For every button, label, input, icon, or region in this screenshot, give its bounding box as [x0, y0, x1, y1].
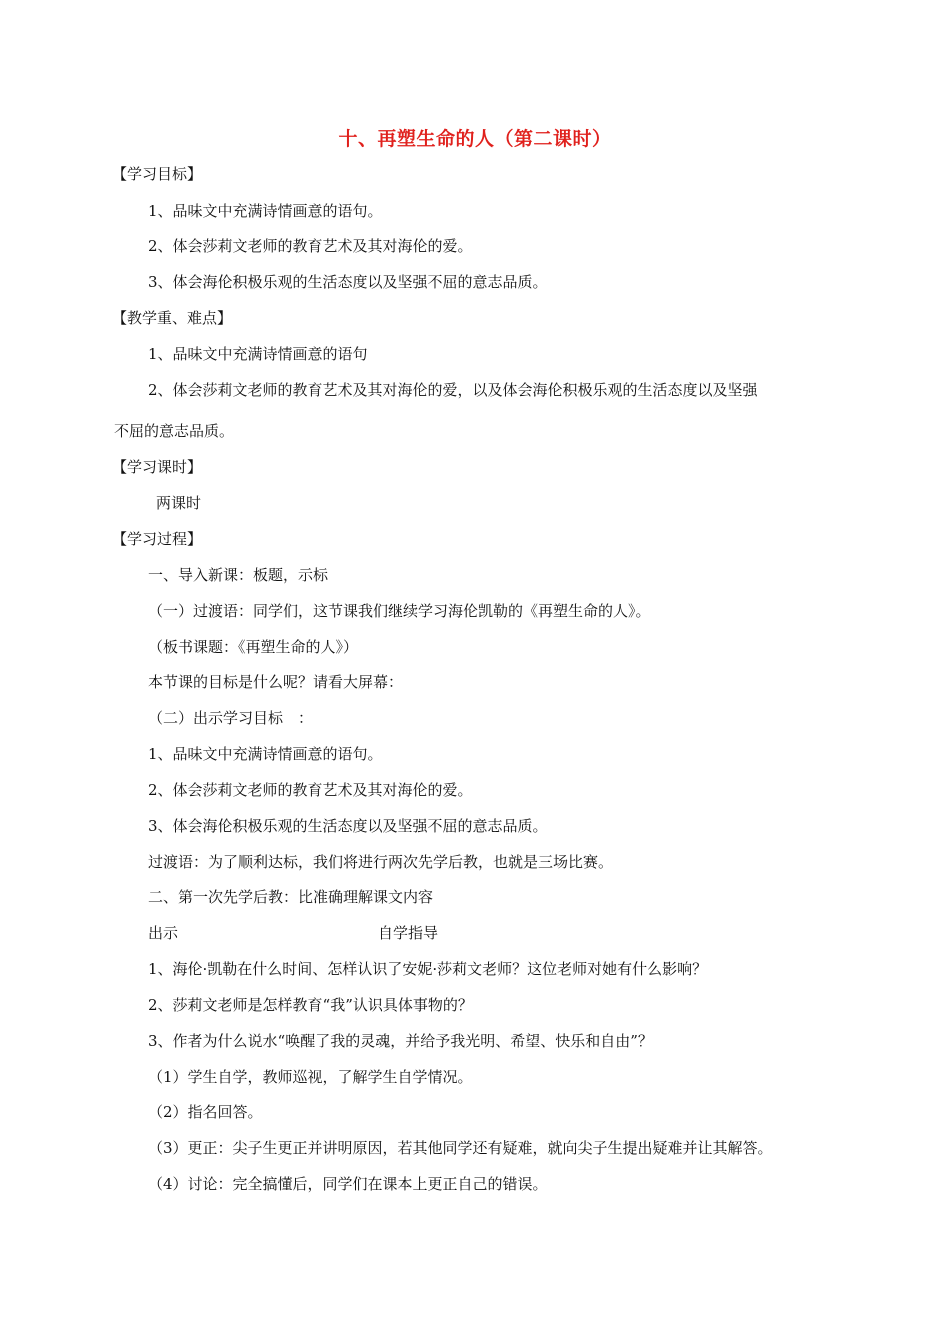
paragraph-line: 2、莎莉文老师是怎样教育“我”认识具体事物的？	[148, 996, 473, 1014]
split-left-text: 出示	[148, 924, 179, 942]
paragraph-line: （3）更正：尖子生更正并讲明原因，若其他同学还有疑难，就向尖子生提出疑难并让其解答。	[148, 1139, 773, 1157]
paragraph-line: （一）过渡语：同学们，这节课我们继续学习海伦凯勒的《再塑生命的人》。	[148, 602, 651, 620]
document-title: 十、再塑生命的人（第二课时）	[338, 128, 612, 150]
paragraph-line: （4）讨论：完全搞懂后，同学们在课本上更正自己的错误。	[148, 1175, 548, 1193]
section-heading: 【学习课时】	[112, 458, 203, 476]
paragraph-line: 1、品味文中充满诗情画意的语句	[148, 345, 368, 363]
paragraph-line: 2、体会莎莉文老师的教育艺术及其对海伦的爱。	[148, 781, 473, 799]
paragraph-line: 本节课的目标是什么呢？请看大屏幕：	[148, 673, 404, 691]
paragraph-line: 3、体会海伦积极乐观的生活态度以及坚强不屈的意志品质。	[148, 817, 548, 835]
paragraph-line: 二、第一次先学后教：比准确理解课文内容	[148, 888, 434, 906]
paragraph-line: 1、品味文中充满诗情画意的语句。	[148, 202, 383, 220]
paragraph-line: （二）出示学习目标 ：	[148, 709, 314, 727]
paragraph-line: 1、品味文中充满诗情画意的语句。	[148, 745, 383, 763]
paragraph-line: （2）指名回答。	[148, 1103, 263, 1121]
section-heading: 【学习过程】	[112, 530, 203, 548]
paragraph-line: 过渡语：为了顺利达标，我们将进行两次先学后教，也就是三场比赛。	[148, 853, 614, 871]
paragraph-line: 3、作者为什么说水“唤醒了我的灵魂，并给予我光明、希望、快乐和自由”？	[148, 1032, 653, 1050]
paragraph-line: （板书课题：《再塑生命的人》）	[148, 638, 359, 656]
paragraph-line: （1）学生自学，教师巡视，了解学生自学情况。	[148, 1068, 473, 1086]
split-line	[148, 923, 438, 943]
paragraph-line: 3、体会海伦积极乐观的生活态度以及坚强不屈的意志品质。	[148, 273, 548, 291]
section-heading: 【教学重、难点】	[112, 309, 233, 327]
paragraph-line: 一、导入新课：板题，示标	[148, 566, 329, 584]
paragraph-line: 2、体会莎莉文老师的教育艺术及其对海伦的爱。	[148, 237, 473, 255]
paragraph-line: 两课时	[156, 494, 202, 512]
split-right-text: 自学指导	[378, 924, 439, 942]
paragraph-line: 不屈的意志品质。	[114, 422, 235, 440]
section-heading: 【学习目标】	[112, 165, 203, 183]
paragraph-line: 2、体会莎莉文老师的教育艺术及其对海伦的爱，以及体会海伦积极乐观的生活态度以及坚强	[148, 381, 758, 399]
paragraph-line: 1、海伦·凯勒在什么时间、怎样认识了安妮·莎莉文老师？这位老师对她有什么影响？	[148, 960, 708, 978]
